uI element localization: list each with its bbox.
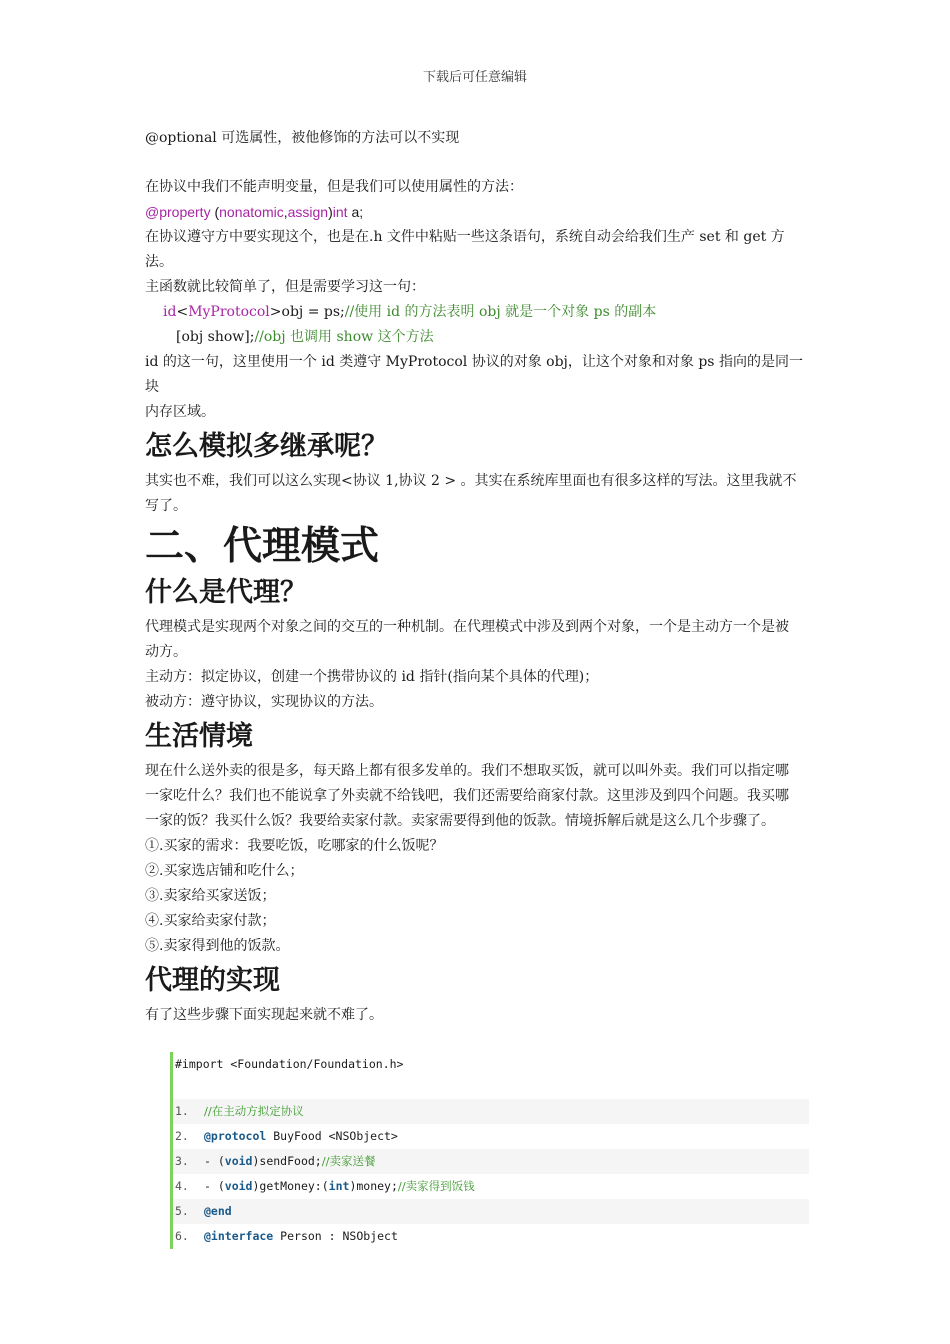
code-text: - (: [204, 1179, 225, 1193]
code-text: BuyFood <NSObject>: [266, 1129, 398, 1143]
show-code-line: [145, 325, 810, 350]
show-code: [obj show];: [176, 329, 255, 345]
heading-what-is-delegate: 什么是代理？: [145, 577, 307, 608]
line-number: 2.: [175, 1129, 189, 1143]
id-keyword: id: [163, 304, 177, 320]
heading-multi-inheritance: 怎么模拟多继承呢？: [145, 431, 388, 462]
code-keyword: int: [328, 1179, 350, 1193]
multi-inheritance-line1: 其实也不难，我们可以这么实现<协议 1,协议 2 > 。其实在系统库里面也有很多这样的写法。这里我就不: [145, 473, 797, 489]
property-code-line: [145, 200, 810, 225]
code-import-line: #import <Foundation/Foundation.h>: [175, 1057, 404, 1071]
heading-delegate-implementation: 代理的实现: [145, 965, 280, 996]
id-lt: <: [176, 304, 189, 320]
heading-delegate-pattern: 二、代理模式: [145, 523, 380, 569]
code-text: - (: [204, 1154, 225, 1168]
property-close: ): [328, 204, 333, 220]
line-number: 5.: [175, 1204, 189, 1218]
scenario-line2: 一家吃什么？我们也不能说拿了外卖就不给钱吧，我们还需要给商家付款。这里涉及到四个问题。我买哪: [145, 788, 789, 804]
code-text: )money;: [349, 1179, 398, 1193]
code-line: [173, 1199, 809, 1224]
id-code-line: [145, 300, 810, 325]
property-open: (: [210, 204, 220, 220]
optional-paragraph: @optional 可选属性，被他修饰的方法可以不实现: [145, 130, 460, 146]
code-keyword: void: [224, 1179, 253, 1193]
code-line: [173, 1124, 809, 1149]
delegate-def-line1: 代理模式是实现两个对象之间的交互的一种机制。在代理模式中涉及到两个对象，一个是主动方一个是被: [145, 619, 789, 635]
property-rest: a;: [347, 204, 364, 220]
step-item: ④.买家给卖家付款；: [145, 913, 276, 929]
delegate-passive-party: 被动方：遵守协议，实现协议的方法。: [145, 694, 383, 710]
scenario-line3: 一家的饭？我买什么饭？我要给卖家付款。卖家需要得到他的饭款。情境拆解后就是这么几个步骤了。: [145, 813, 775, 829]
line-number: 3.: [175, 1154, 189, 1168]
step-item: ①.买家的需求：我要吃饭，吃哪家的什么饭呢？: [145, 838, 444, 854]
code-keyword: @protocol: [204, 1129, 267, 1143]
id-explain-line2: 内存区域。: [145, 404, 215, 420]
line-number: 1.: [175, 1104, 189, 1118]
int-keyword: int: [332, 204, 348, 220]
code-comment: //在主动方拟定协议: [204, 1104, 304, 1118]
code-line: [173, 1174, 809, 1199]
code-keyword: @end: [204, 1204, 232, 1218]
property-keyword: @property: [145, 204, 211, 220]
implementation-intro: 有了这些步骤下面实现起来就不难了。: [145, 1007, 383, 1023]
multi-inheritance-line2: 写了。: [145, 498, 187, 514]
heading-life-scenario: 生活情境: [145, 721, 253, 752]
scenario-line1: 现在什么送外卖的很是多，每天路上都有很多发单的。我们不想取买饭，就可以叫外卖。我们可以指定哪: [145, 763, 789, 779]
id-comment: //使用 id 的方法表明 obj 就是一个对象 ps 的副本: [344, 304, 657, 320]
document-body: [145, 126, 810, 1249]
myprotocol-name: MyProtocol: [188, 304, 270, 320]
property-comma: ,: [283, 204, 288, 220]
id-rest: >obj = ps;: [269, 304, 345, 320]
line-number: 6.: [175, 1229, 189, 1243]
code-text: Person : NSObject: [273, 1229, 398, 1243]
assign-keyword: assign: [287, 204, 329, 220]
step-item: ②.买家选店铺和吃什么；: [145, 863, 304, 879]
code-line: [173, 1099, 809, 1124]
code-keyword: void: [224, 1154, 253, 1168]
protocol-adopt-line2: 主函数就比较简单了，但是需要学习这一句：: [145, 279, 425, 295]
step-item: ⑤.卖家得到他的饭款。: [145, 938, 290, 954]
code-keyword: @interface: [204, 1229, 274, 1243]
line-number: 4.: [175, 1179, 189, 1193]
property-intro: 在协议中我们不能声明变量，但是我们可以使用属性的方法：: [145, 179, 523, 195]
id-explain-line1: id 的这一句，这里使用一个 id 类遵守 MyProtocol 协议的对象 obj，让这个对象和对象 ps 指向的是同一块: [145, 354, 803, 395]
delegate-def-line2: 动方。: [145, 644, 187, 660]
code-text: )getMoney:(: [252, 1179, 329, 1193]
show-comment: //obj 也调用 show 这个方法: [254, 329, 434, 345]
protocol-adopt-line1: 在协议遵守方中要实现这个，也是在.h 文件中粘贴一些这条语句，系统自动会给我们生产 set 和 get 方法。: [145, 229, 785, 270]
code-comment: //卖家得到饭钱: [397, 1179, 475, 1193]
code-line: [173, 1224, 809, 1249]
delegate-active-party: 主动方：拟定协议，创建一个携带协议的 id 指针(指向某个具体的代理)；: [145, 669, 599, 685]
code-block: [170, 1052, 809, 1249]
step-item: ③.卖家给买家送饭；: [145, 888, 276, 904]
code-text: )sendFood;: [252, 1154, 322, 1168]
page-header: 下载后可任意编辑: [422, 70, 527, 85]
code-line: [173, 1149, 809, 1174]
code-comment: //卖家送餐: [321, 1154, 376, 1168]
nonatomic-keyword: nonatomic: [219, 204, 284, 220]
